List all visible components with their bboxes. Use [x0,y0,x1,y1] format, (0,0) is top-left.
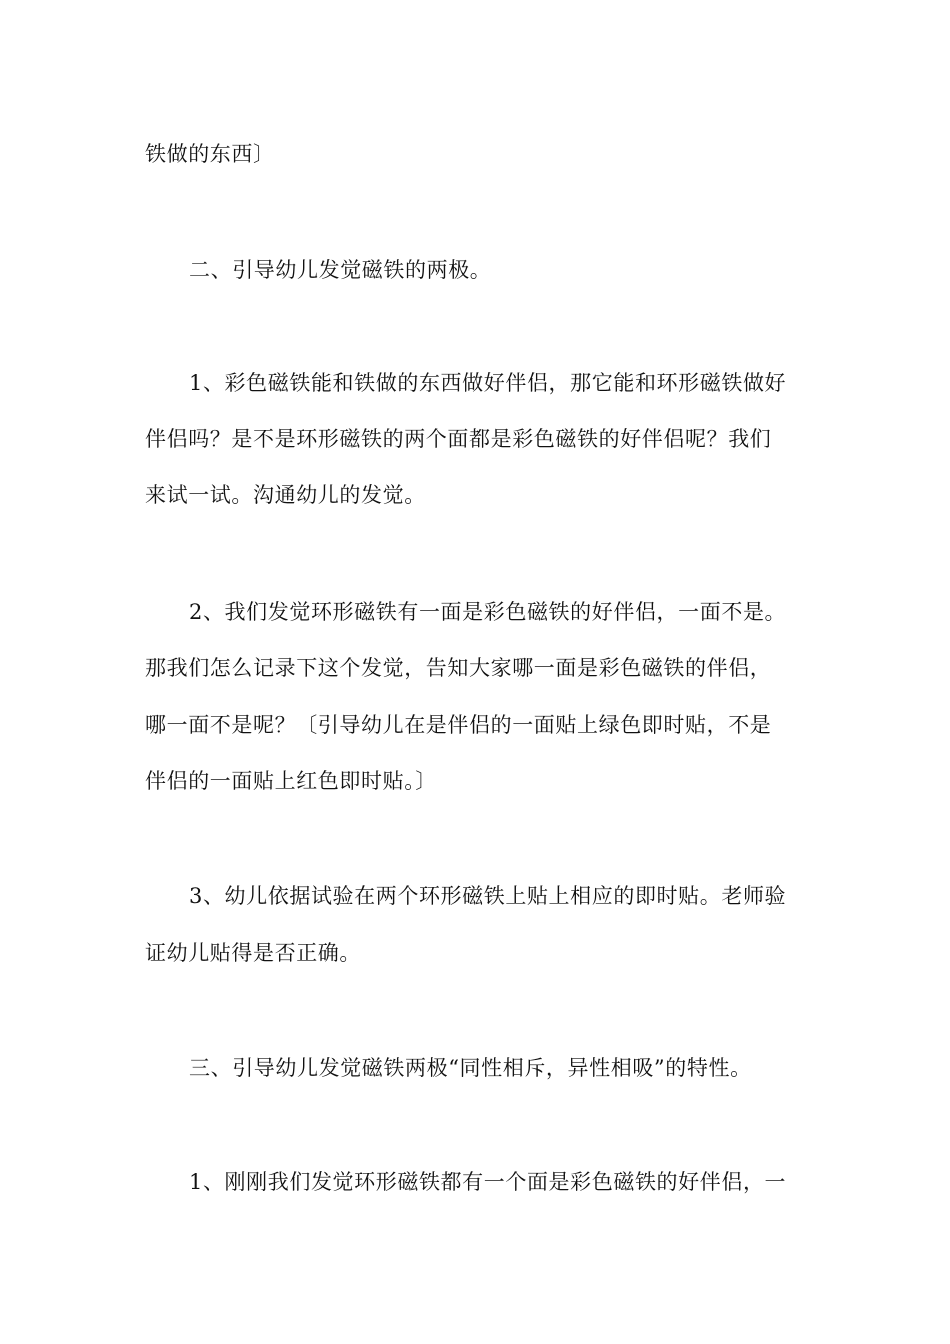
text-line: 铁做的东西〕 [145,142,275,166]
text-line: 1、彩色磁铁能和铁做的东西做好伴侣，那它能和环形磁铁做好 [189,371,787,395]
text-line: 来试一试。沟通幼儿的发觉。 [145,483,426,507]
text-line: 哪一面不是呢？〔引导幼儿在是伴侣的一面贴上绿色即时贴，不是 [145,713,772,737]
text-line: 那我们怎么记录下这个发觉，告知大家哪一面是彩色磁铁的伴侣， [145,656,772,680]
section-heading: 三、引导幼儿发觉磁铁两极“同性相斥，异性相吸”的特性。 [189,1056,752,1080]
section-heading: 二、引导幼儿发觉磁铁的两极。 [189,258,492,282]
text-line: 伴侣的一面贴上红色即时贴。〕 [145,769,437,793]
text-line: 伴侣吗？是不是环形磁铁的两个面都是彩色磁铁的好伴侣呢？我们 [145,427,772,451]
text-line: 1、刚刚我们发觉环形磁铁都有一个面是彩色磁铁的好伴侣，一 [189,1170,787,1194]
text-line: 3、幼儿依据试验在两个环形磁铁上贴上相应的即时贴。老师验 [189,884,787,908]
text-line: 2、我们发觉环形磁铁有一面是彩色磁铁的好伴侣，一面不是。 [189,600,787,624]
text-line: 证幼儿贴得是否正确。 [145,941,361,965]
